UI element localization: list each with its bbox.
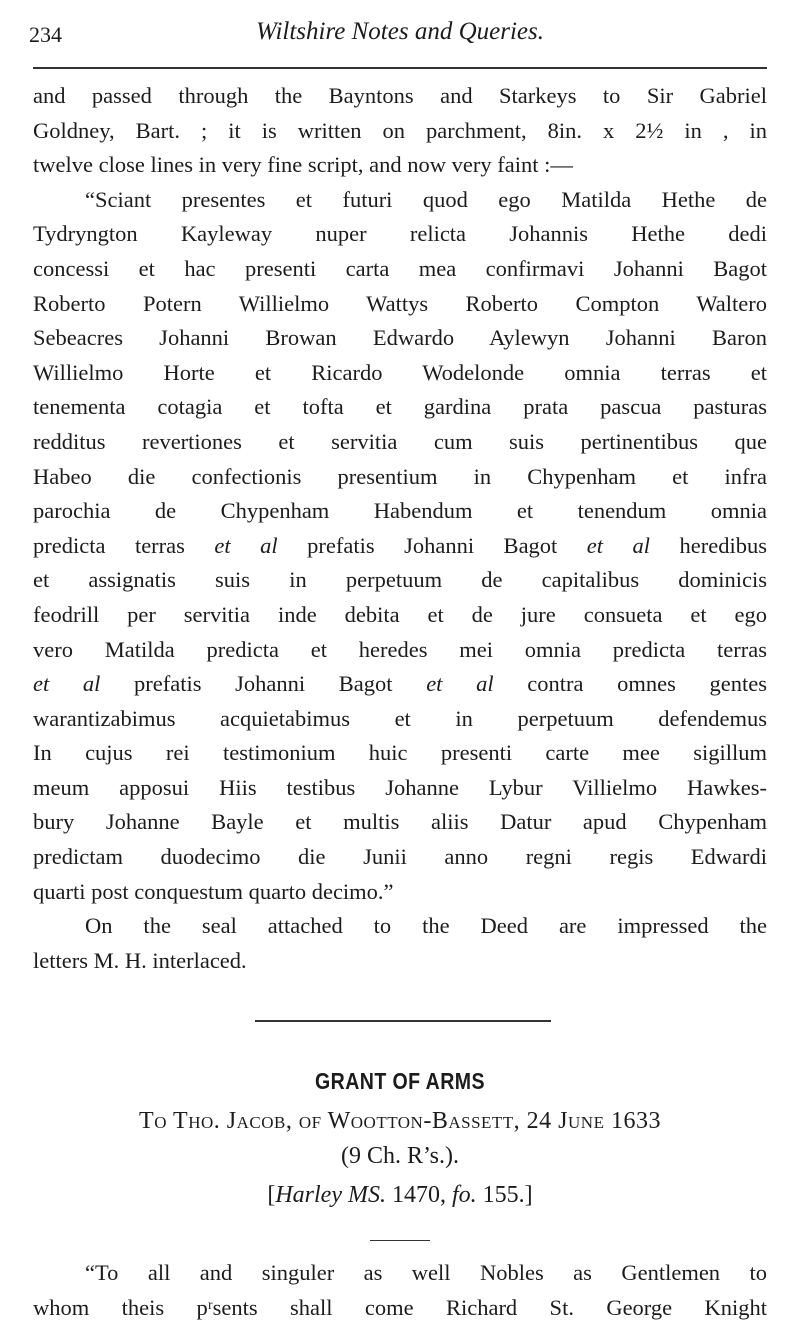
text-segment: warantizabimus acquietabimus et in perpetuum defendemus (33, 705, 767, 731)
text-segment: letters M. H. interlaced. (33, 947, 247, 973)
short-rule (370, 1240, 430, 1241)
text-line (33, 79, 767, 114)
text-segment: feodrill per servitia inde debita et de jure consueta et ego (33, 601, 767, 627)
text-segment: twelve close lines in very fine script, and now very faint :— (33, 152, 573, 178)
text-segment: Willielmo Horte et Ricardo Wodelonde omnia terras et (33, 359, 767, 385)
text-segment: meum apposui Hiis testibus Johanne Lybur Villielmo Hawkes- (33, 774, 767, 800)
source-number: 1470, (385, 1182, 452, 1208)
text-line (33, 321, 767, 356)
text-line (33, 944, 767, 979)
italic-segment: et al (214, 532, 278, 558)
text-line (33, 598, 767, 633)
section-subtitle: To Tho. Jacob, of Wootton-Bassett, 24 June 1633 (139, 1108, 661, 1134)
text-segment: quarti post conquestum quarto decimo.” (33, 878, 394, 904)
text-line (33, 252, 767, 287)
text-line (33, 563, 767, 598)
header-rule (33, 67, 767, 69)
text-segment: “Sciant presentes et futuri quod ego Matilda Hethe de (85, 186, 767, 212)
text-line (33, 805, 767, 840)
section-divider (255, 1020, 551, 1022)
section-subtitle-reference: (9 Ch. R’s.). (340, 1143, 459, 1169)
text-line (33, 667, 767, 702)
text-segment: In cujus rei testimonium huic presenti carte mee sigillum (33, 740, 767, 766)
text-segment: bury Johanne Bayle et multis aliis Datur apud Chypenham (33, 809, 767, 835)
text-segment: prefatis Johanni Bagot (277, 532, 587, 558)
text-line (33, 529, 767, 564)
text-line (33, 736, 767, 771)
text-segment: et assignatis suis in perpetuum de capitalibus dominicis (33, 567, 767, 593)
text-line (33, 114, 767, 149)
italic-segment: et al (586, 532, 651, 558)
text-line (33, 875, 767, 910)
text-line (33, 148, 767, 183)
text-segment: Sebeacres Johanni Browan Edwardo Aylewyn Johanni Baron (33, 325, 767, 351)
text-line (33, 1291, 767, 1326)
text-line (33, 633, 767, 668)
page-number: 234 (29, 22, 62, 47)
text-segment: tenementa cotagia et tofta et gardina prata pascua pasturas (33, 394, 767, 420)
source-folio: 155.] (476, 1182, 533, 1208)
tail-text (33, 1256, 767, 1325)
section-heading: GRANT OF ARMS (315, 1068, 485, 1094)
text-line (33, 771, 767, 806)
text-line (33, 425, 767, 460)
text-segment: and passed through the Bayntons and Starkeys to Sir Gabriel (33, 83, 767, 108)
text-segment: Goldney, Bart. ; it is written on parchment, 8in. x 2½ in , in (33, 117, 767, 143)
text-line (33, 702, 767, 737)
text-line (33, 494, 767, 529)
text-line (33, 217, 767, 252)
italic-segment: et al (33, 671, 101, 697)
source-open: [ (267, 1182, 276, 1208)
text-segment: heredibus (650, 532, 767, 558)
text-segment: contra omnes gentes (493, 671, 767, 697)
text-line (33, 840, 767, 875)
body-text (33, 79, 767, 978)
text-segment: prefatis Johanni Bagot (100, 671, 427, 697)
text-line (33, 356, 767, 391)
source-citation (0, 1182, 800, 1209)
source-manuscript: Harley MS. (275, 1182, 386, 1208)
text-segment: whom theis pʳsents shall come Richard St. George Knight (33, 1294, 767, 1320)
text-line (33, 287, 767, 322)
text-segment: Habeo die confectionis presentium in Chypenham et infra (33, 463, 767, 489)
text-segment: On the seal attached to the Deed are impressed the (85, 913, 767, 939)
text-segment: predicta terras (33, 532, 215, 558)
text-segment: parochia de Chypenham Habendum et tenendum omnia (33, 498, 767, 524)
text-line (33, 1256, 767, 1291)
text-segment: concessi et hac presenti carta mea confirmavi Johanni Bagot (33, 255, 767, 281)
text-segment: redditus revertiones et servitia cum suis pertinentibus que (33, 428, 767, 454)
source-folio-label: fo. (451, 1182, 477, 1208)
text-segment: Roberto Potern Willielmo Wattys Roberto Compton Waltero (33, 290, 767, 316)
text-segment: Tydryngton Kayleway nuper relicta Johannis Hethe dedi (33, 221, 767, 247)
text-segment: predictam duodecimo die Junii anno regni regis Edwardi (33, 844, 767, 870)
text-line (33, 909, 767, 944)
text-segment: vero Matilda predicta et heredes mei omnia predicta terras (33, 636, 767, 662)
text-segment: “To all and singuler as well Nobles as Gentlemen to (85, 1260, 767, 1285)
italic-segment: et al (426, 671, 494, 697)
running-title: Wiltshire Notes and Queries. (256, 18, 544, 45)
text-line (33, 390, 767, 425)
text-line (33, 460, 767, 495)
text-line (33, 183, 767, 218)
